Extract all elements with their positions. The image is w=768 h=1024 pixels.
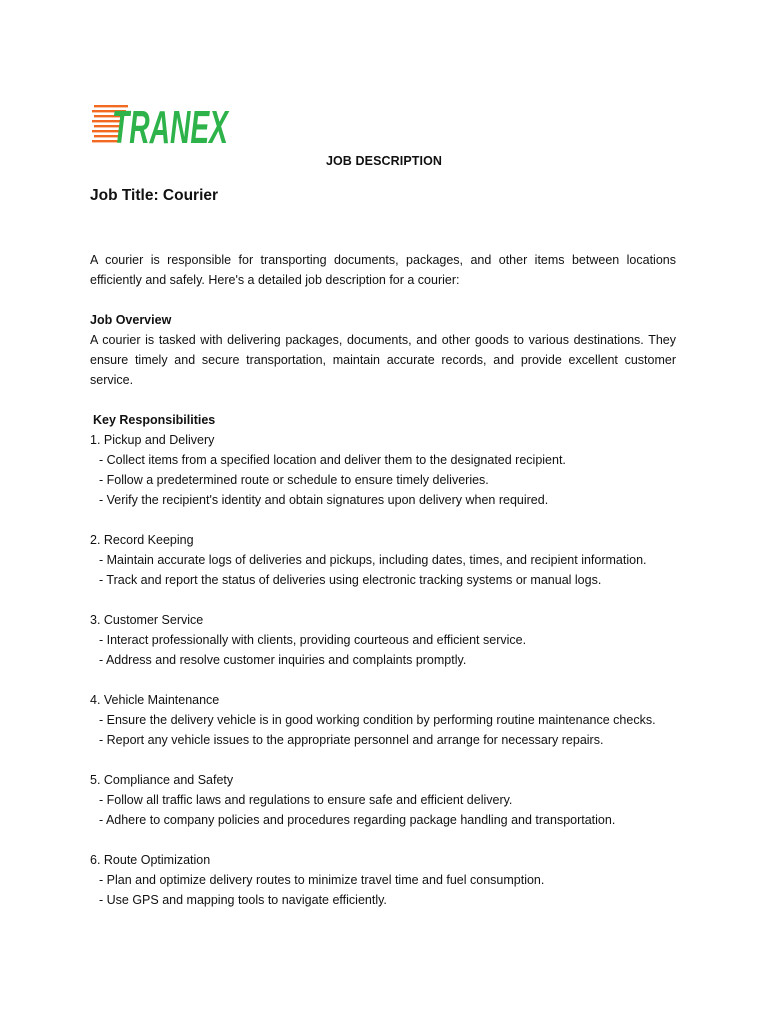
responsibilities-title: Key Responsibilities — [93, 413, 216, 427]
logo-wordmark: TRANEX — [112, 101, 230, 153]
section-title: 5. Compliance and Safety — [90, 773, 234, 787]
section-title: 6. Route Optimization — [90, 853, 211, 867]
section-title: 4. Vehicle Maintenance — [90, 693, 220, 707]
tranex-logo — [92, 100, 232, 153]
responsibility-section — [90, 770, 676, 830]
list-item: - Follow all traffic laws and regulations to ensure safe and efficient delivery. — [99, 793, 513, 807]
responsibility-section — [90, 850, 676, 910]
list-item: - Collect items from a specified location and deliver them to the designated recipient. — [99, 453, 566, 467]
responsibility-section — [90, 430, 676, 510]
list-item: - Use GPS and mapping tools to navigate efficiently. — [99, 893, 387, 907]
list-item: - Report any vehicle issues to the appropriate personnel and arrange for necessary repairs. — [99, 733, 604, 747]
responsibility-section — [90, 530, 676, 590]
list-item: - Adhere to company policies and procedures regarding package handling and transportation. — [99, 813, 616, 827]
section-title: 1. Pickup and Delivery — [90, 433, 215, 447]
responsibility-section — [90, 610, 676, 670]
document-heading: JOB DESCRIPTION — [325, 154, 443, 168]
job-title: Job Title: Courier — [90, 187, 219, 204]
list-item: - Follow a predetermined route or schedule to ensure timely deliveries. — [99, 473, 489, 487]
list-item: - Address and resolve customer inquiries and complaints promptly. — [99, 653, 467, 667]
list-item: - Verify the recipient's identity and obtain signatures upon delivery when required. — [99, 493, 549, 507]
overview-paragraph: A courier is tasked with delivering packages, documents, and other goods to various destinations. They ensure timely and secure transportation, maintain accurate records, and provide excellent customer service. — [90, 333, 676, 387]
document-body — [90, 250, 676, 910]
section-title: 3. Customer Service — [90, 613, 204, 627]
list-item: - Plan and optimize delivery routes to minimize travel time and fuel consumption. — [99, 873, 545, 887]
overview-title: Job Overview — [90, 313, 172, 327]
list-item: - Ensure the delivery vehicle is in good working condition by performing routine maintenance checks. — [99, 713, 656, 727]
section-title: 2. Record Keeping — [90, 533, 194, 547]
list-item: - Maintain accurate logs of deliveries and pickups, including dates, times, and recipient information. — [99, 553, 647, 567]
list-item: - Interact professionally with clients, providing courteous and efficient service. — [99, 633, 527, 647]
list-item: - Track and report the status of deliveries using electronic tracking systems or manual logs. — [99, 573, 602, 587]
responsibility-section — [90, 690, 676, 750]
intro-paragraph: A courier is responsible for transporting documents, packages, and other items between locations efficiently and safely. Here's a detailed job description for a courier: — [90, 253, 676, 287]
